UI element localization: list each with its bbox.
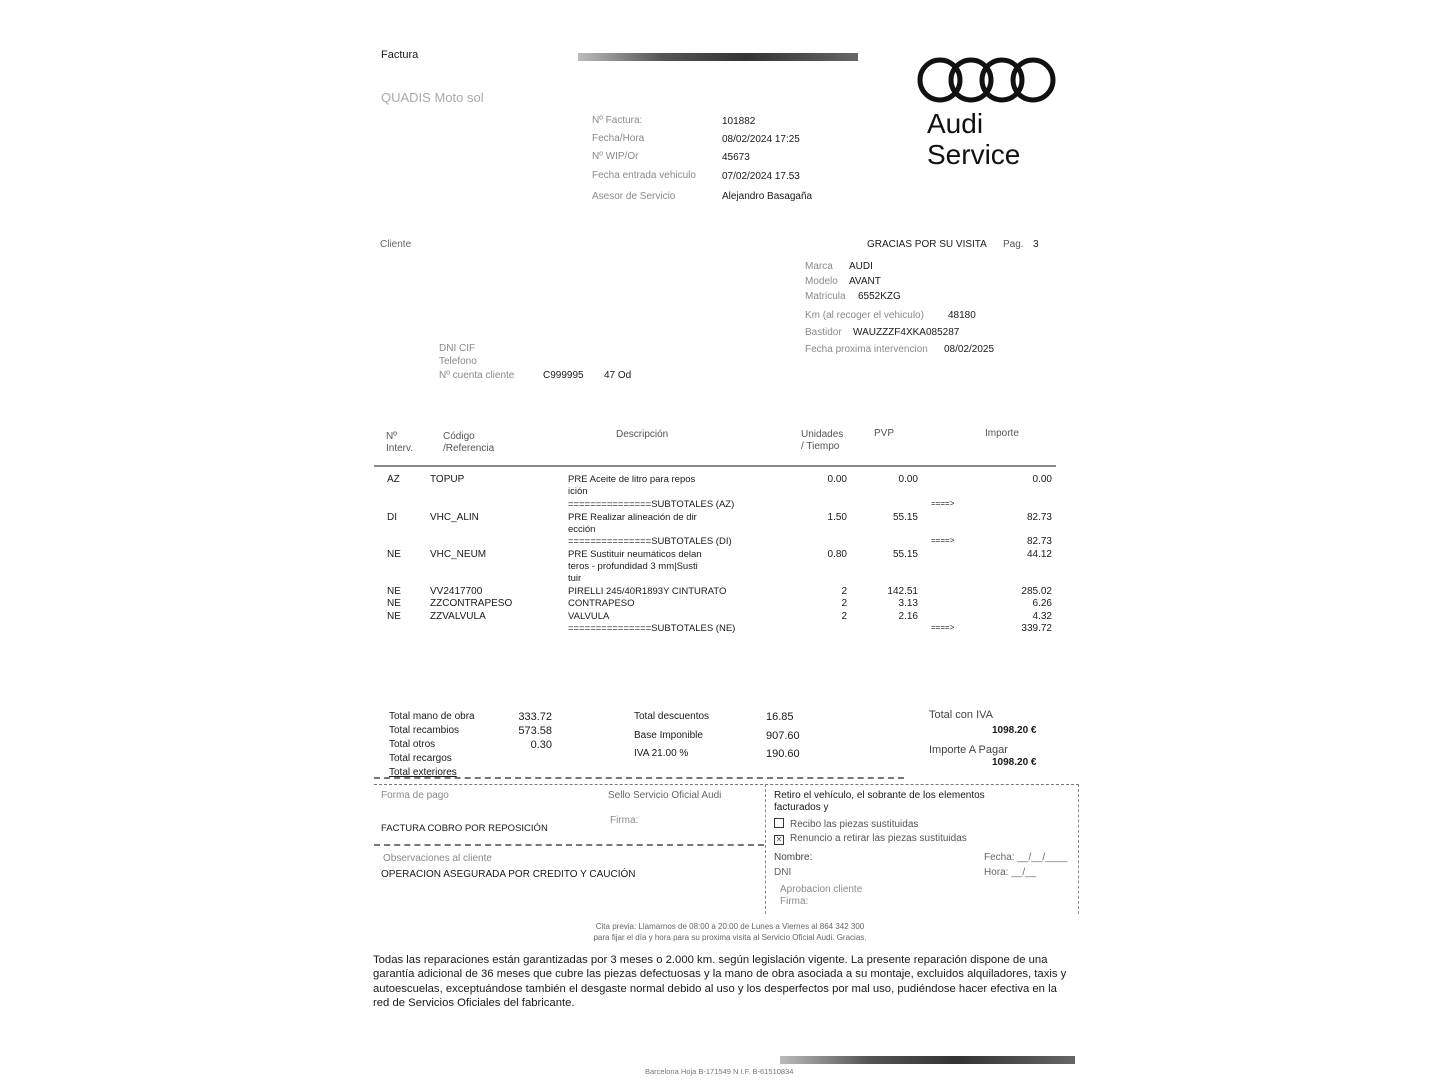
vehicle-km: 48180	[948, 310, 976, 321]
description-line: PRE Sustituir neumáticos delan	[568, 549, 702, 560]
description-line: ===============SUBTOTALES (DI)	[568, 536, 732, 547]
description-line: PRE Aceite de litro para repos	[568, 474, 696, 485]
description-line: ===============SUBTOTALES (NE)	[568, 623, 736, 634]
vehicle-label: Bastidor	[805, 327, 842, 338]
header-text: Nº	[386, 431, 397, 442]
row-code: VHC_NEUM	[430, 549, 487, 560]
row-amount: 6.26	[1032, 598, 1052, 609]
notes-label: Observaciones al cliente	[383, 853, 492, 864]
thanks-text: GRACIAS POR SU VISITA	[867, 239, 987, 250]
row-interv: NE	[387, 549, 401, 560]
row-arrow: ====>	[931, 499, 955, 508]
service-advisor: Alejandro Basagaña	[722, 191, 813, 202]
logo-audi: Audi	[927, 108, 984, 139]
vehicle-plate: 6552KZG	[858, 291, 901, 302]
dni-label: DNI CIF	[439, 343, 476, 354]
phone-label: Telefono	[439, 356, 477, 367]
payment-label: Forma de pago	[381, 790, 449, 801]
doc-type: Factura	[381, 49, 419, 61]
row-description	[568, 586, 726, 598]
account-suffix: 47 Od	[604, 370, 632, 381]
page-number: 3	[1033, 239, 1039, 250]
account-number: C999995	[543, 370, 584, 381]
appointment-note	[500, 921, 960, 943]
description-line: ===============SUBTOTALES (AZ)	[568, 499, 735, 510]
vehicle-label: Modelo	[805, 276, 838, 287]
row-amount: 82.73	[1026, 536, 1052, 547]
invoice-date: 08/02/2024 17:25	[722, 134, 800, 145]
notes-value: OPERACION ASEGURADA POR CREDITO Y CAUCIÓN	[381, 869, 636, 880]
row-units: 0.00	[827, 474, 847, 485]
row-arrow: ====>	[931, 623, 955, 632]
stamp-label: Sello Servicio Oficial Audi	[608, 790, 722, 801]
row-units: 2	[841, 598, 847, 609]
option-label: Renuncio a retirar las piezas sustituidas	[790, 833, 967, 844]
row-description	[568, 499, 734, 511]
row-code: ZZCONTRAPESO	[430, 598, 513, 609]
description-line: teros - profundidad 3 mm|Susti	[568, 561, 698, 572]
amount-to-pay: 1098.20 €	[992, 757, 1037, 768]
total-iva-label: Total con IVA	[929, 709, 993, 721]
approval-sign: Firma:	[780, 896, 809, 907]
total-label: Total mano de obra	[389, 711, 475, 722]
row-arrow: ====>	[931, 536, 955, 545]
sign-label: Firma:	[610, 815, 639, 826]
vehicle-vin: WAUZZZF4XKA085287	[853, 327, 960, 338]
divider	[374, 844, 764, 846]
info-label: Nº Factura:	[592, 115, 643, 126]
row-interv: DI	[387, 512, 397, 523]
info-label: Fecha entrada vehiculo	[592, 170, 696, 181]
pickup-text	[774, 790, 985, 814]
to-pay-label: Importe A Pagar	[929, 744, 1008, 756]
time-field[interactable]: Hora: __/__	[984, 867, 1037, 878]
total-label: Total recargos	[389, 753, 452, 764]
vehicle-label: Matricula	[805, 291, 846, 302]
row-amount: 339.72	[1021, 623, 1052, 634]
info-label: Fecha/Hora	[592, 133, 645, 144]
row-amount: 0.00	[1032, 474, 1052, 485]
total-iva: 1098.20 €	[992, 725, 1037, 736]
pickup-line: facturados y	[774, 802, 829, 813]
info-label: Asesor de Servicio	[592, 191, 676, 202]
row-description	[568, 512, 697, 536]
name-label: Nombre:	[774, 852, 813, 863]
header-text: Unidades	[801, 429, 844, 440]
invoice-number: 101882	[722, 116, 756, 127]
row-amount: 285.02	[1021, 586, 1052, 597]
total-label: Total exteriores	[389, 767, 457, 778]
row-interv: NE	[387, 586, 401, 597]
total-value: 333.72	[518, 711, 552, 723]
appointment-line: Cita previa: Llamarnos de 08:00 a 20:00 de Lunes a Viernes al 864 342 300	[595, 922, 865, 931]
description-line: VALVULA	[568, 611, 610, 622]
row-description	[568, 623, 735, 635]
row-description	[568, 536, 732, 548]
approval-label: Aprobacion cliente	[780, 884, 863, 895]
row-description	[568, 549, 702, 585]
row-units: 2	[841, 611, 847, 622]
total-value: 0.30	[530, 739, 552, 751]
row-pvp: 0.00	[898, 474, 918, 485]
row-pvp: 3.13	[898, 598, 918, 609]
row-units: 0.80	[827, 549, 847, 560]
payment-value: FACTURA COBRO POR REPOSICIÓN	[381, 823, 548, 834]
row-code: TOPUP	[430, 474, 465, 485]
vehicle-model: AVANT	[849, 276, 881, 287]
vehicle-label: Km (al recoger el vehiculo)	[805, 310, 924, 321]
checkbox-unchecked[interactable]	[774, 818, 784, 828]
total-value: 907.60	[766, 730, 800, 742]
account-label: Nº cuenta cliente	[439, 370, 515, 381]
row-interv: NE	[387, 598, 401, 609]
page-label: Pag.	[1003, 239, 1024, 250]
audi-rings-icon	[916, 56, 1058, 104]
total-value: 190.60	[766, 748, 800, 760]
divider	[374, 784, 1079, 785]
vehicle-brand: AUDI	[849, 261, 873, 272]
divider	[1078, 784, 1079, 914]
header-text: / Tiempo	[801, 441, 840, 452]
description-line: CONTRAPESO	[568, 598, 635, 609]
vehicle-label: Marca	[805, 261, 833, 272]
total-label: Total descuentos	[634, 711, 710, 722]
header-text: Interv.	[386, 443, 414, 454]
row-code: VV2417700	[430, 586, 483, 597]
col-amount: Importe	[985, 428, 1019, 439]
header-text: Código	[443, 431, 475, 442]
total-label: Total otros	[389, 739, 436, 750]
col-code	[443, 431, 494, 455]
row-pvp: 55.15	[892, 549, 918, 560]
description-line: tuir	[568, 573, 582, 584]
logo-service: Service	[927, 139, 1021, 170]
total-label: Base Imponible	[634, 730, 703, 741]
row-pvp: 55.15	[892, 512, 918, 523]
header-divider	[374, 465, 1056, 467]
pickup-line: Retiro el vehículo, el sobrante de los elementos	[774, 790, 985, 801]
row-interv: AZ	[387, 474, 400, 485]
vehicle-label: Fecha proxima intervencion	[805, 344, 928, 355]
divider	[374, 777, 904, 779]
entry-date: 07/02/2024 17.53	[722, 171, 800, 182]
total-label: IVA 21.00 %	[634, 748, 689, 759]
appointment-line: para fijar el día y hora para su proxima visita al Servicio Oficial Audi. Gracias.	[593, 933, 867, 942]
col-pvp: PVP	[874, 428, 895, 439]
registry-text: Barcelona Hoja B-171549 N I.F. B-61510834	[645, 1067, 794, 1076]
date-field[interactable]: Fecha: __/__/____	[984, 852, 1068, 863]
redaction-bar	[780, 1056, 1075, 1064]
row-amount: 82.73	[1026, 512, 1052, 523]
next-service-date: 08/02/2025	[944, 344, 995, 355]
row-description	[568, 474, 695, 498]
header-text: /Referencia	[443, 443, 495, 454]
wip-number: 45673	[722, 152, 750, 163]
client-label: Cliente	[380, 239, 412, 250]
redaction-bar	[578, 53, 858, 61]
row-interv: NE	[387, 611, 401, 622]
info-label: Nº WIP/Or	[592, 151, 639, 162]
total-value: 573.58	[518, 725, 552, 737]
col-desc: Descripción	[616, 429, 669, 440]
checkbox-checked-icon[interactable]: ✕	[775, 835, 783, 844]
row-code: ZZVALVULA	[430, 611, 486, 622]
company-name: QUADIS Moto sol	[381, 90, 484, 105]
description-line: ición	[568, 486, 588, 497]
row-description	[568, 611, 609, 623]
option-renounce-parts[interactable]	[774, 833, 967, 845]
description-line: PRE Realizar alineación de dir	[568, 512, 697, 523]
total-label: Total recambios	[389, 725, 460, 736]
row-pvp: 2.16	[898, 611, 918, 622]
row-pvp: 142.51	[887, 586, 918, 597]
divider	[765, 784, 766, 914]
row-amount: 44.12	[1026, 549, 1052, 560]
warranty-text: Todas las reparaciones están garantizadas por 3 meses o 2.000 km. según legislación vigente. La presente reparación dispone de una garantía adicional de 36 meses que cubre las piezas defectuosas y la mano de obra asociada a su montaje, excluidos alquiladores, taxis y autoescuelas, exceptuándose también el desgaste normal debido al uso y los desperfectos por mal uso, pudiéndose hacer efectiva en la red de Servicios Oficiales del fabricante.	[373, 954, 1067, 1009]
row-code: VHC_ALIN	[430, 512, 479, 523]
total-value: 16.85	[766, 711, 794, 723]
row-units: 2	[841, 586, 847, 597]
row-amount: 4.32	[1032, 611, 1052, 622]
description-line: PIRELLI 245/40R1893Y CINTURATO	[568, 586, 727, 597]
option-receive-parts[interactable]	[774, 818, 918, 830]
row-units: 1.50	[827, 512, 847, 523]
col-interv	[386, 431, 413, 455]
description-line: ección	[568, 524, 596, 535]
option-label: Recibo las piezas sustituidas	[790, 819, 919, 830]
row-description	[568, 598, 635, 610]
col-units	[801, 429, 843, 453]
dni-field-label: DNI	[774, 867, 792, 878]
